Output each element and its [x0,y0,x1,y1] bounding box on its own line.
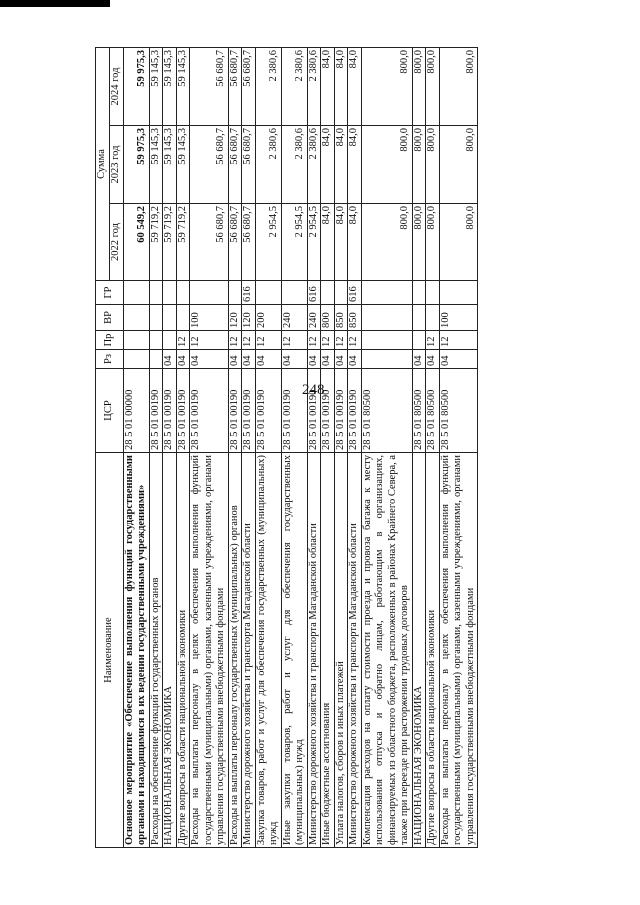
row-gr [334,281,348,305]
row-name: Компенсация расходов на оплату стоимости проезда и провоза багажа к месту использования отпуска и обратно лицам, работающим в организациях, финансируемых из областного бюджета, расположенных в районах Крайнего Севера, а также при переезде при расторжении трудовых договоров [361,453,412,848]
row-value-2022: 800,0 [412,204,426,281]
row-rz: 04 [348,350,362,369]
row-pr: 12 [176,331,190,350]
row-value-2023: 800,0 [361,126,412,204]
table-row [307,48,321,848]
row-pr: 12 [321,331,335,350]
row-value-2022: 59 719,2 [163,204,177,281]
row-value-2023: 84,0 [348,126,362,204]
row-vr: 120 [242,305,256,331]
table-row [334,48,348,848]
row-value-2024: 84,0 [321,48,335,126]
row-rz: 04 [307,350,321,369]
row-vr: 800 [321,305,335,331]
row-csr: 28 5 01 00190 [163,369,177,453]
row-csr: 28 5 01 00190 [321,369,335,453]
row-value-2023: 56 680,7 [190,126,229,204]
row-value-2022: 84,0 [334,204,348,281]
row-gr [163,281,177,305]
table-row [242,48,256,848]
table-row [123,48,149,848]
row-value-2022: 56 680,7 [190,204,229,281]
row-gr [255,281,281,305]
row-gr [281,281,307,305]
row-vr: 200 [255,305,281,331]
rotated-page-content [95,48,640,848]
header-vr: ВР [96,305,124,331]
row-vr: 240 [307,305,321,331]
row-value-2022: 60 549,2 [123,204,149,281]
row-value-2023: 59 145,3 [176,126,190,204]
row-gr: 616 [242,281,256,305]
row-pr: 12 [334,331,348,350]
row-csr: 28 5 01 00190 [307,369,321,453]
row-value-2022: 56 680,7 [228,204,242,281]
row-value-2022: 84,0 [321,204,335,281]
row-rz: 04 [426,350,440,369]
row-value-2023: 800,0 [412,126,426,204]
row-vr [163,305,177,331]
row-value-2024: 59 145,3 [149,48,163,126]
row-csr: 28 5 01 00190 [334,369,348,453]
row-rz: 04 [228,350,242,369]
row-csr: 28 5 01 80500 [361,369,412,453]
row-rz [149,350,163,369]
row-vr [426,305,440,331]
row-rz: 04 [176,350,190,369]
table-row [412,48,426,848]
row-vr: 850 [348,305,362,331]
row-rz: 04 [281,350,307,369]
row-pr: 12 [242,331,256,350]
row-name: Расходы на выплаты персоналу в целях обеспечения выполнения функций государственными (муниципальными) органами, казенными учреждениями, органами управления государственными внебюджетными фондами [190,453,229,848]
row-rz: 04 [439,350,478,369]
table-row [190,48,229,848]
row-pr: 12 [281,331,307,350]
row-csr: 28 5 01 00190 [190,369,229,453]
table-row [176,48,190,848]
row-pr: 12 [190,331,229,350]
row-value-2024: 2 380,6 [307,48,321,126]
row-vr: 240 [281,305,307,331]
row-value-2023: 2 380,6 [281,126,307,204]
row-value-2024: 56 680,7 [228,48,242,126]
row-value-2022: 56 680,7 [242,204,256,281]
table-row [281,48,307,848]
row-name: Министерство дорожного хозяйства и транспорта Магаданской области [307,453,321,848]
row-csr: 28 5 01 80500 [439,369,478,453]
row-gr [190,281,229,305]
row-rz: 04 [412,350,426,369]
row-name: Иные закупки товаров, работ и услуг для обеспечения государственных (муниципальных) нужд [281,453,307,848]
row-rz: 04 [190,350,229,369]
row-vr [123,305,149,331]
row-rz: 04 [321,350,335,369]
row-vr: 850 [334,305,348,331]
row-rz [123,350,149,369]
budget-table-container [95,48,640,848]
row-vr [412,305,426,331]
row-pr [149,331,163,350]
table-row [348,48,362,848]
row-name: Иные бюджетные ассигнования [321,453,335,848]
row-pr: 12 [307,331,321,350]
budget-table-body [123,48,478,848]
row-name: Министерство дорожного хозяйства и транспорта Магаданской области [348,453,362,848]
row-gr [361,281,412,305]
budget-table [95,47,478,848]
row-value-2023: 56 680,7 [228,126,242,204]
row-csr: 28 5 01 00190 [242,369,256,453]
row-value-2024: 84,0 [334,48,348,126]
header-csr: ЦСР [96,369,124,453]
row-vr [361,305,412,331]
row-pr: 12 [348,331,362,350]
row-name: Основное мероприятие «Обеспечение выполнения функций государственными органами и находящимися в их ведении государственными учреждениями» [123,453,149,848]
row-value-2024: 800,0 [439,48,478,126]
row-value-2024: 2 380,6 [281,48,307,126]
row-csr: 28 5 01 00190 [348,369,362,453]
row-name: НАЦИОНАЛЬНАЯ ЭКОНОМИКА [412,453,426,848]
row-csr: 28 5 01 00190 [281,369,307,453]
table-row [361,48,412,848]
row-value-2022: 2 954,5 [255,204,281,281]
row-value-2024: 800,0 [412,48,426,126]
table-row [228,48,242,848]
row-csr: 28 5 01 80500 [426,369,440,453]
row-name: Расходы на выплаты персоналу государственных (муниципальных) органов [228,453,242,848]
row-value-2022: 59 719,2 [149,204,163,281]
row-pr [163,331,177,350]
row-vr [176,305,190,331]
row-value-2023: 59 975,3 [123,126,149,204]
row-name: Расходы на выплаты персоналу в целях обеспечения выполнения функций государственными (муниципальными) органами, казенными учреждениями, органами управления государственными внебюджетными фондами [439,453,478,848]
row-vr [149,305,163,331]
row-gr [426,281,440,305]
row-value-2023: 56 680,7 [242,126,256,204]
row-value-2022: 800,0 [439,204,478,281]
row-pr: 12 [426,331,440,350]
row-pr [412,331,426,350]
row-value-2024: 56 680,7 [242,48,256,126]
table-row [439,48,478,848]
row-value-2024: 59 145,3 [163,48,177,126]
row-value-2022: 2 954,5 [307,204,321,281]
row-value-2022: 2 954,5 [281,204,307,281]
row-name: Другие вопросы в области национальной экономики [426,453,440,848]
row-pr: 12 [439,331,478,350]
row-value-2023: 84,0 [321,126,335,204]
row-name: НАЦИОНАЛЬНАЯ ЭКОНОМИКА [163,453,177,848]
row-name: Министерство дорожного хозяйства и транспорта Магаданской области [242,453,256,848]
row-gr: 616 [307,281,321,305]
header-name: Наименование [96,453,124,848]
row-rz: 04 [255,350,281,369]
row-csr: 28 5 01 00190 [228,369,242,453]
row-pr [123,331,149,350]
row-name: Расходы на обеспечение функций государственных органов [149,453,163,848]
row-value-2023: 59 145,3 [149,126,163,204]
scan-edge-mark [0,0,110,7]
row-value-2023: 800,0 [439,126,478,204]
header-rz: Рз [96,350,124,369]
row-pr: 12 [228,331,242,350]
row-value-2023: 2 380,6 [255,126,281,204]
row-value-2024: 800,0 [426,48,440,126]
row-rz: 04 [334,350,348,369]
header-sum: Сумма [96,48,110,281]
header-gr: ГР [96,281,124,305]
row-value-2024: 2 380,6 [255,48,281,126]
table-row [163,48,177,848]
row-name: Другие вопросы в области национальной экономики [176,453,190,848]
row-value-2023: 84,0 [334,126,348,204]
row-value-2023: 800,0 [426,126,440,204]
row-gr [439,281,478,305]
row-value-2022: 800,0 [426,204,440,281]
header-pr: Пр [96,331,124,350]
row-rz [361,350,412,369]
row-value-2022: 84,0 [348,204,362,281]
row-name: Уплата налогов, сборов и иных платежей [334,453,348,848]
row-gr [176,281,190,305]
header-2023: 2023 год [110,126,124,204]
table-row [255,48,281,848]
row-value-2024: 56 680,7 [190,48,229,126]
header-2024: 2024 год [110,48,124,126]
row-gr [149,281,163,305]
row-pr [361,331,412,350]
row-gr [321,281,335,305]
row-value-2022: 59 719,2 [176,204,190,281]
row-csr: 28 5 01 00190 [255,369,281,453]
row-value-2024: 84,0 [348,48,362,126]
row-csr: 28 5 01 00000 [123,369,149,453]
row-csr: 28 5 01 80500 [412,369,426,453]
row-value-2023: 59 145,3 [163,126,177,204]
row-value-2023: 2 380,6 [307,126,321,204]
row-pr: 12 [255,331,281,350]
table-row [321,48,335,848]
row-rz: 04 [163,350,177,369]
row-gr [228,281,242,305]
table-row [426,48,440,848]
row-gr: 616 [348,281,362,305]
row-csr: 28 5 01 00190 [176,369,190,453]
row-value-2024: 59 975,3 [123,48,149,126]
row-gr [412,281,426,305]
row-gr [123,281,149,305]
table-row [149,48,163,848]
row-value-2024: 800,0 [361,48,412,126]
row-value-2024: 59 145,3 [176,48,190,126]
row-vr: 100 [439,305,478,331]
row-rz: 04 [242,350,256,369]
page-number: 248 [302,382,325,398]
header-2022: 2022 год [110,204,124,281]
row-csr: 28 5 01 00190 [149,369,163,453]
row-value-2022: 800,0 [361,204,412,281]
row-vr: 120 [228,305,242,331]
row-name: Закупка товаров, работ и услуг для обеспечения государственных (муниципальных) нужд [255,453,281,848]
row-vr: 100 [190,305,229,331]
